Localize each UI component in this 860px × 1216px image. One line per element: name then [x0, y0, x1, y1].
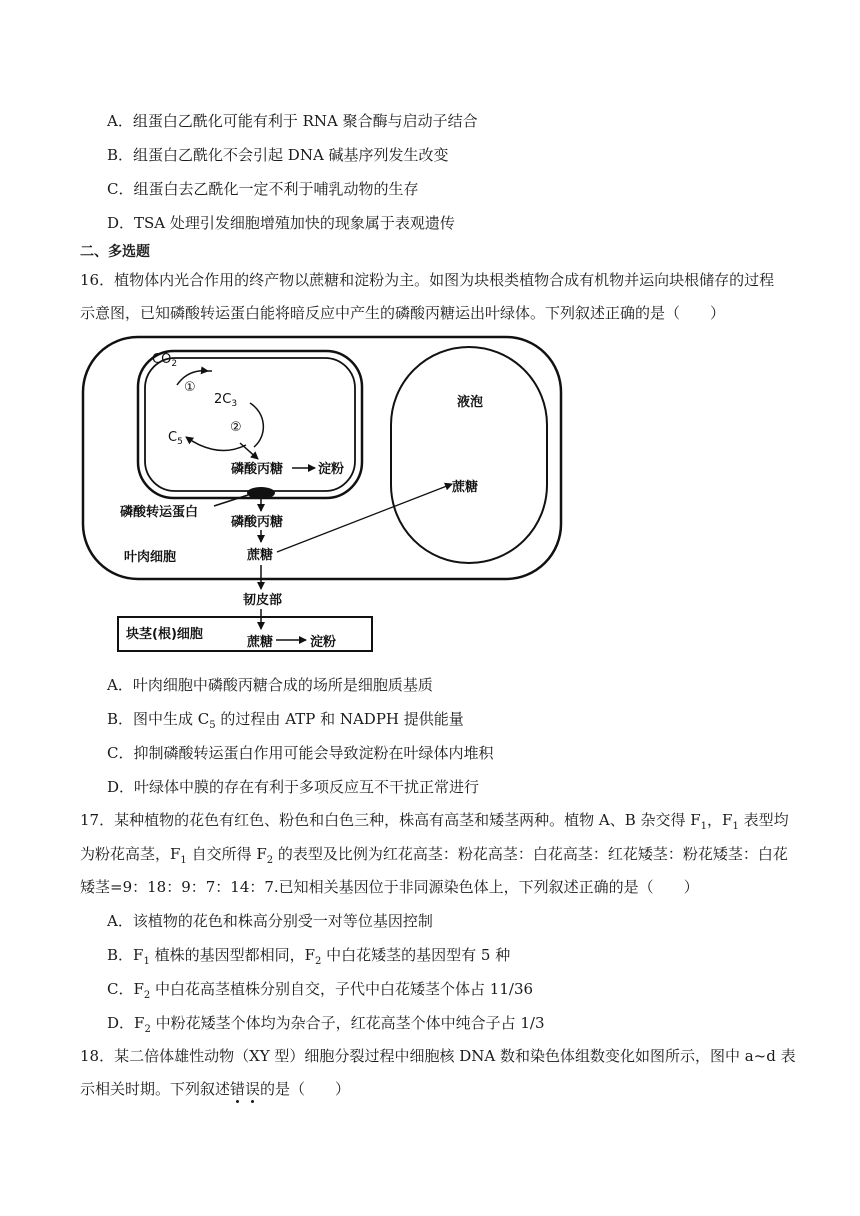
starch-tuber-label: 淀粉 [310, 635, 337, 650]
q18-stem-line2: 示相关时期。下列叙述错误的是（ ） [80, 1080, 351, 1098]
triose-in-label: 磷酸丙糖 [231, 462, 284, 477]
q16-option-a: A．叶肉细胞中磷酸丙糖合成的场所是细胞质基质 [107, 676, 433, 694]
photosynthesis-diagram [80, 333, 580, 655]
c3-reduction-arc [250, 403, 263, 447]
step1-label: ① [184, 380, 196, 395]
q15-option-b: B．组蛋白乙酰化不会引起 DNA 碱基序列发生改变 [107, 146, 449, 164]
q15-option-c: C．组蛋白去乙酰化一定不利于哺乳动物的生存 [107, 180, 419, 198]
q17-option-d: D．$F_2$ 中粉花矮茎个体均为杂合子，红花高茎个体中纯合子占 1/3 [107, 1014, 545, 1035]
section-title: 二、多选题 [80, 244, 150, 260]
q16-stem-line1: 16．植物体内光合作用的终产物以蔗糖和淀粉为主。如图为块根类植物合成有机物并运向块根储存的过程 [80, 271, 775, 289]
q17-option-b: B．$F_1$ 植株的基因型都相同，$F_2$ 中白花矮茎的基因型有 5 种 [107, 946, 511, 967]
triose-out-label: 磷酸丙糖 [231, 515, 284, 530]
q16-option-c: C．抑制磷酸转运蛋白作用可能会导致淀粉在叶绿体内堆积 [107, 744, 494, 762]
sucrose-tuber-label: 蔗糖 [247, 635, 274, 650]
q17-stem-line3: 矮茎=9：18：9：7：14：7.已知相关基因位于非同源染色体上，下列叙述正确的是（ ） [80, 878, 699, 896]
q17-stem-line1: 17．某种植物的花色有红色、粉色和白色三种，株高有高茎和矮茎两种。植物 A、B 杂交得 $F_1$，$F_1$ 表型均 [80, 811, 789, 832]
q18-stem-line1: 18．某二倍体雄性动物（XY 型）细胞分裂过程中细胞核 DNA 数和染色体组数变化如图所示，图中 a~d 表 [80, 1047, 796, 1065]
phloem-label: 韧皮部 [243, 593, 283, 608]
c5-label: $C_5$ [168, 430, 183, 447]
c3-label: $2C_3$ [214, 392, 238, 409]
vacuole-label: 液泡 [457, 395, 484, 410]
emphasis-char-2: 误 [245, 1080, 261, 1098]
vacuole-outline [391, 347, 547, 563]
mesophyll-cell-outline [83, 337, 561, 579]
sucrose-cyto-label: 蔗糖 [247, 548, 274, 563]
q17-stem-line2: 为粉花高茎，$F_1$ 自交所得 $F_2$ 的表型及比例为红花高茎：粉花高茎：白花高茎：红花矮茎：粉花矮茎：白花 [80, 845, 788, 866]
transporter-pointer-line [214, 495, 248, 506]
tuber-cell-label: 块茎(根)细胞 [126, 627, 203, 642]
mesophyll-label: 叶肉细胞 [124, 550, 177, 565]
transporter-label: 磷酸转运蛋白 [120, 505, 199, 520]
emphasis-char-1: 错 [230, 1080, 246, 1098]
q17-option-a: A．该植物的花色和株高分别受一对等位基因控制 [107, 912, 433, 930]
q16-stem-line2: 示意图，已知磷酸转运蛋白能将暗反应中产生的磷酸丙糖运出叶绿体。下列叙述正确的是（ ） [80, 304, 726, 322]
q15-option-d: D．TSA 处理引发细胞增殖加快的现象属于表观遗传 [107, 214, 455, 232]
step2-label: ② [230, 420, 242, 435]
co2-label: $CO_2$ [152, 352, 178, 369]
transporter-protein-icon [247, 487, 275, 499]
q15-option-a: A．组蛋白乙酰化可能有利于 RNA 聚合酶与启动子结合 [107, 112, 478, 130]
c5-regeneration-arrow [186, 437, 246, 450]
to-vacuole-arrow [277, 484, 452, 552]
q16-option-b: B．图中生成 $C_5$ 的过程由 ATP 和 NADPH 提供能量 [107, 710, 464, 731]
starch-leaf-label: 淀粉 [318, 462, 345, 477]
q17-option-c: C．$F_2$ 中白花高茎植株分别自交，子代中白花矮茎个体占 11/36 [107, 980, 534, 1001]
sucrose-vacuole-label: 蔗糖 [452, 480, 479, 495]
q16-option-d: D．叶绿体中膜的存在有利于多项反应互不干扰正常进行 [107, 778, 480, 796]
